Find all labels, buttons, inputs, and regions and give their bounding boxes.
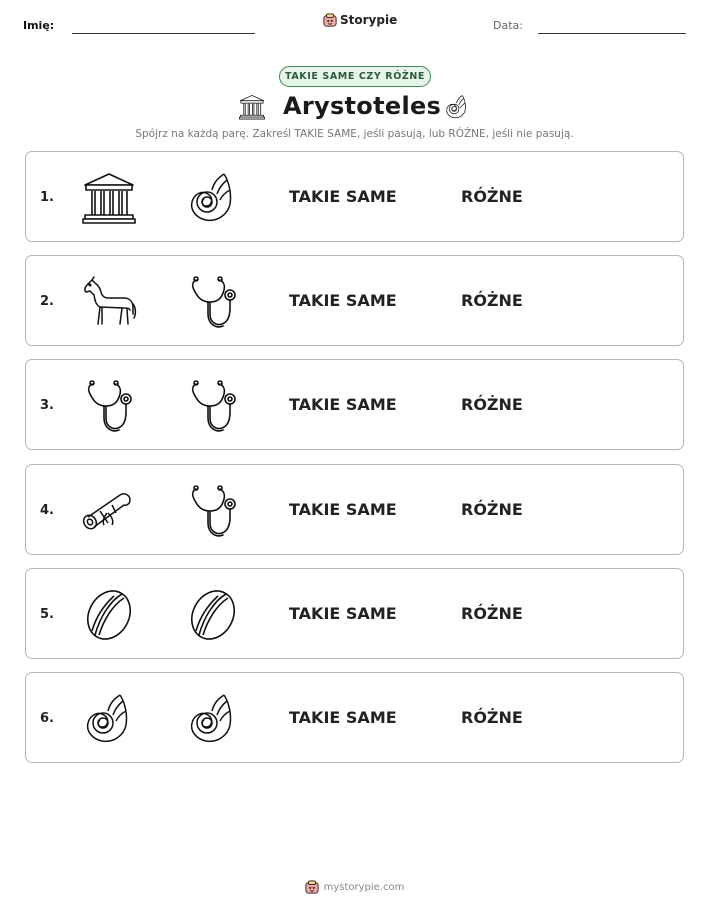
date-field[interactable] (538, 33, 686, 34)
title-row (0, 92, 709, 122)
worksheet-tag: TAKIE SAME CZY RÓŻNE (279, 66, 431, 87)
seed-icon (184, 587, 242, 643)
option-same[interactable]: TAKIE SAME (289, 604, 397, 623)
storypie-logo-icon (305, 880, 319, 894)
name-field[interactable] (72, 33, 255, 34)
scroll-icon (80, 483, 138, 539)
option-different[interactable]: RÓŻNE (461, 187, 523, 206)
brand-logo (323, 13, 397, 27)
page-title: Arystoteles (283, 92, 442, 120)
option-different[interactable]: RÓŻNE (461, 291, 523, 310)
stethoscope-icon (184, 378, 242, 434)
temple-icon (238, 93, 266, 121)
option-same[interactable]: TAKIE SAME (289, 708, 397, 727)
option-different[interactable]: RÓŻNE (461, 500, 523, 519)
option-same[interactable]: TAKIE SAME (289, 395, 397, 414)
name-label: Imię: (23, 19, 55, 32)
date-label: Data: (493, 19, 523, 32)
option-different[interactable]: RÓŻNE (461, 604, 523, 623)
brand-name: Storypie (340, 13, 398, 27)
row-number: 5. (40, 607, 54, 622)
stethoscope-icon (184, 274, 242, 330)
row-number: 4. (40, 503, 54, 518)
snail-shell-icon (184, 691, 242, 747)
option-same[interactable]: TAKIE SAME (289, 500, 397, 519)
snail-shell-icon (184, 170, 242, 226)
seed-icon (80, 587, 138, 643)
row-number: 2. (40, 294, 54, 309)
option-different[interactable]: RÓŻNE (461, 395, 523, 414)
option-same[interactable]: TAKIE SAME (289, 187, 397, 206)
row-number: 3. (40, 398, 54, 413)
snail-shell-icon (443, 93, 471, 121)
horse-icon (80, 274, 138, 330)
row-number: 6. (40, 711, 54, 726)
exercise-row (25, 255, 684, 346)
option-different[interactable]: RÓŻNE (461, 708, 523, 727)
footer (0, 880, 709, 894)
stethoscope-icon (80, 378, 138, 434)
storypie-logo-icon (323, 13, 337, 27)
exercise-row (25, 464, 684, 555)
exercise-row (25, 151, 684, 242)
exercise-row (25, 568, 684, 659)
exercise-row (25, 359, 684, 450)
option-same[interactable]: TAKIE SAME (289, 291, 397, 310)
temple-icon (80, 170, 138, 226)
footer-site: mystorypie.com (323, 881, 405, 893)
snail-shell-icon (80, 691, 138, 747)
stethoscope-icon (184, 483, 242, 539)
exercise-row (25, 672, 684, 763)
row-number: 1. (40, 190, 54, 205)
instructions: Spójrz na każdą parę. Zakreśl TAKIE SAME, jeśli pasują, lub RÓŻNE, jeśli nie pasują. (135, 128, 574, 140)
